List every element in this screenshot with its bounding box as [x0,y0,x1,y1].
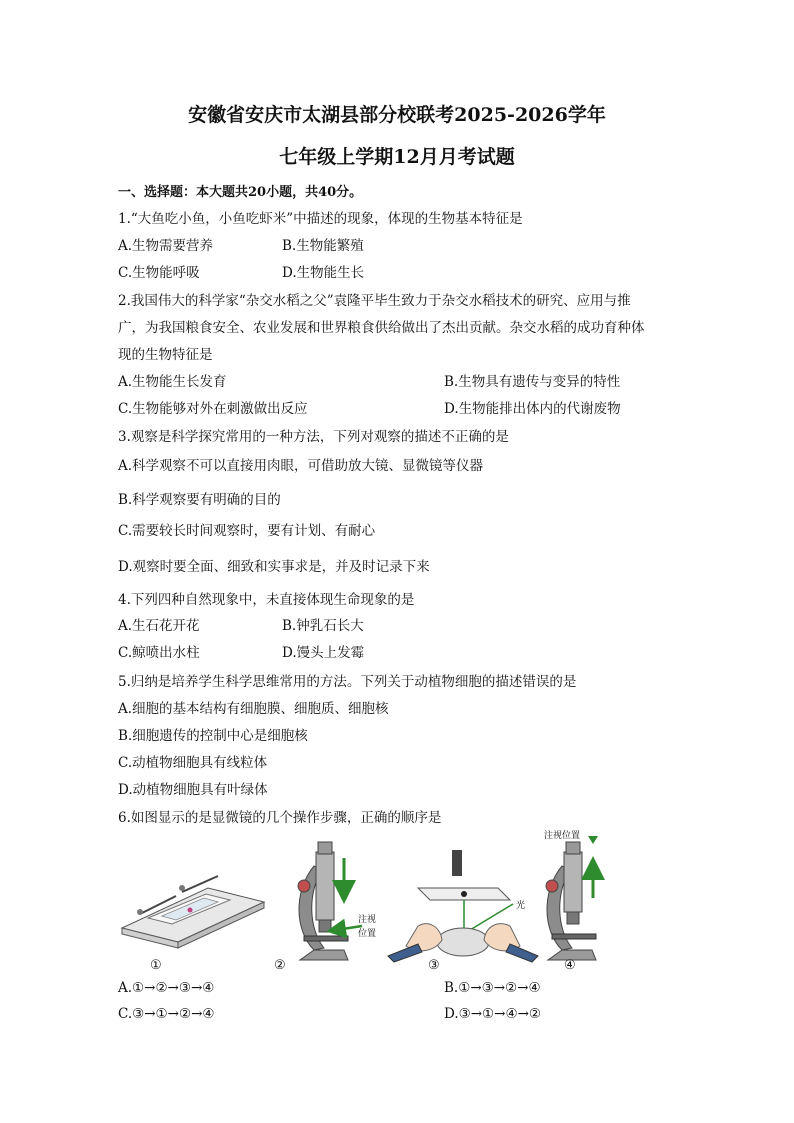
q3-option-a: A.科学观察不可以直接用肉眼，可借助放大镜、显微镜等仪器 [118,458,484,474]
q6-option-a: A.①→②→③→④ [118,980,215,996]
q5-option-c: C.动植物细胞具有线粒体 [118,755,268,771]
q4-option-d: D.馒头上发霉 [282,645,365,661]
question-1-stem: 1.“大鱼吃小鱼，小鱼吃虾米”中描述的现象，体现的生物基本特征是 [118,211,523,227]
q3-option-c: C.需要较长时间观察时，要有计划、有耐心 [118,523,376,539]
question-4-stem: 4.下列四种自然现象中，未直接体现生命现象的是 [118,592,415,608]
step-2-microscope-lowering [298,842,376,960]
q4-option-b: B.钟乳石长大 [282,618,364,634]
q1-option-a: A.生物需要营养 [118,238,214,254]
page-subtitle: 七年级上学期12月月考试题 [279,146,515,168]
q6-option-b: B.①→③→②→④ [444,980,541,996]
q1-option-c: C.生物能呼吸 [118,265,200,281]
q3-option-b: B.科学观察要有明确的目的 [118,492,281,508]
q2-option-d: D.生物能排出体内的代谢废物 [444,401,621,417]
section-heading: 一、选择题：本大题共20小题，共40分。 [118,185,363,200]
question-2-stem-line1: 2.我国伟大的科学家“杂交水稻之父”袁隆平毕生致力于杂交水稻技术的研究、应用与推 [118,293,631,309]
q1-option-d: D.生物能生长 [282,265,365,281]
q5-option-d: D.动植物细胞具有叶绿体 [118,782,268,798]
q6-option-d: D.③→①→④→② [444,1006,541,1022]
figure-label-1: ① [150,958,162,973]
q2-option-a: A.生物能生长发育 [118,374,227,390]
step-1-stage-slide [122,876,264,948]
q4-option-c: C.鲸喷出水柱 [118,645,200,661]
question-2-stem-line2: 广，为我国粮食安全、农业发展和世界粮食供给做出了杰出贡献。杂交水稻的成功育种体 [118,320,645,336]
step-3-light-label: 光 [516,901,526,911]
q3-option-d: D.观察时要全面、细致和实事求是，并及时记录下来 [118,559,430,575]
step-4-microscope-raising [544,830,598,960]
page-title: 安徽省安庆市太湖县部分校联考2025-2026学年 [188,104,606,126]
figure-label-4: ④ [564,958,576,973]
question-5-stem: 5.归纳是培养学生科学思维常用的方法。下列关于动植物细胞的描述错误的是 [118,674,577,690]
q5-option-a: A.细胞的基本结构有细胞膜、细胞质、细胞核 [118,701,389,717]
q1-option-b: B.生物能繁殖 [282,238,364,254]
question-3-stem: 3.观察是科学探究常用的一种方法，下列对观察的描述不正确的是 [118,429,509,445]
q6-option-c: C.③→①→②→④ [118,1006,215,1022]
q5-option-b: B.细胞遗传的控制中心是细胞核 [118,728,308,744]
microscope-steps-figure [118,830,638,980]
step-4-watch-position-label: 注视位置 [544,831,581,841]
q2-option-b: B.生物具有遗传与变异的特性 [444,374,621,390]
step-2-watch-label: 注视 [358,915,377,925]
figure-label-2: ② [274,958,286,973]
step-2-position-label: 位置 [358,929,377,939]
q2-option-c: C.生物能够对外在刺激做出反应 [118,401,308,417]
question-2-stem-line3: 现的生物特征是 [118,347,213,363]
step-3-adjust-mirror [388,850,538,962]
question-6-stem: 6.如图显示的是显微镜的几个操作步骤，正确的顺序是 [118,810,442,826]
figure-label-3: ③ [428,958,440,973]
microscope-steps-illustration [118,830,638,980]
q4-option-a: A.生石花开花 [118,618,200,634]
